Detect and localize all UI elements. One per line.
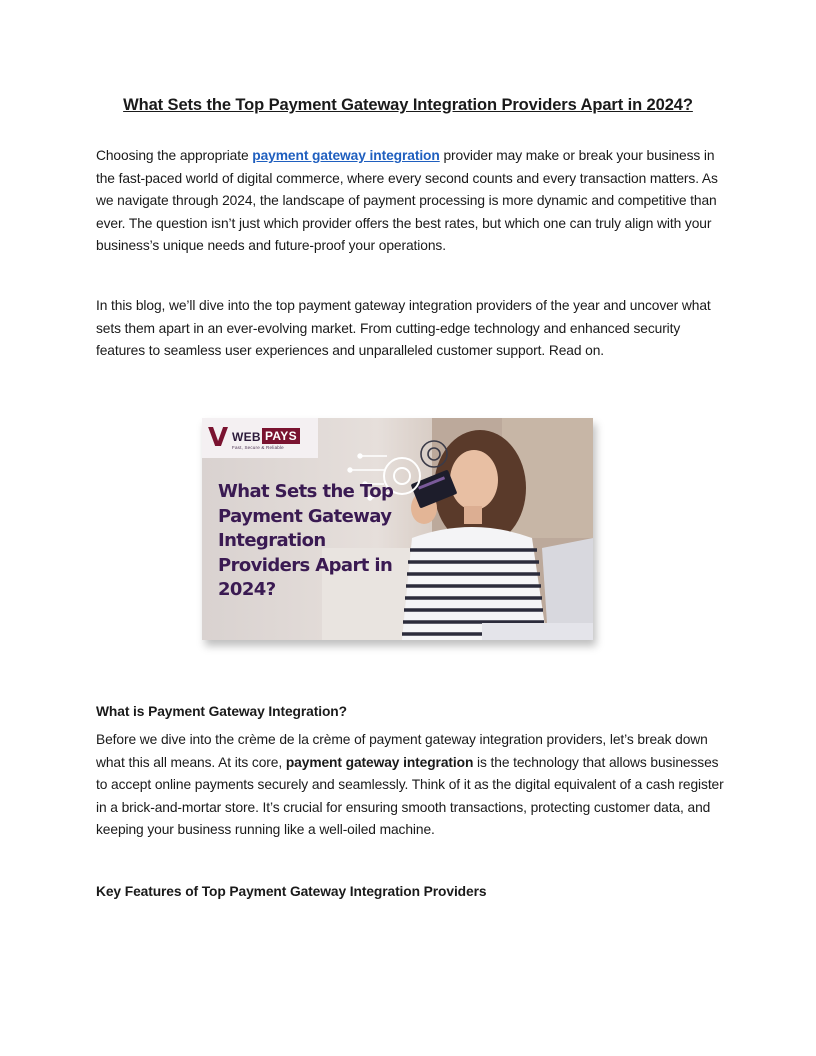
payment-gateway-integration-link[interactable]: payment gateway integration	[252, 148, 440, 163]
webpays-logo	[202, 418, 318, 458]
intro-text-before: Choosing the appropriate	[96, 148, 253, 163]
page-title: What Sets the Top Payment Gateway Integration Providers Apart in 2024?	[123, 96, 693, 114]
logo-tagline: Fast, Secure & Reliable	[232, 445, 284, 450]
logo-web-text: WEB	[232, 430, 261, 444]
logo-pays-text: PAYS	[262, 428, 300, 444]
hero-headline: What Sets the Top Payment Gateway Integration Providers Apart in 2024?	[218, 481, 394, 600]
intro-paragraph	[96, 145, 726, 258]
hero-image	[202, 418, 593, 640]
section-text-before: Before we dive into the crème de la crème of payment gateway integration providers, let’s break down what this all means. At its core,	[96, 732, 708, 770]
intro-paragraph-2: In this blog, we’ll dive into the top payment gateway integration providers of the year and uncover what sets them apart in an ever-evolving market. From cutting-edge technology and enhanced security features to seamless user experiences and unparalleled customer support. Read on.	[96, 298, 711, 359]
intro-text-after: provider may make or break your business in the fast-paced world of digital commerce, where every second counts and every transaction matters. As we navigate through 2024, the landscape of payment processing is more dynamic and competitive than ever. The question isn’t just which provider offers the best rates, but which one can truly align with your business’s unique needs and future-proof your operations.	[96, 148, 718, 254]
logo-v-mark: V	[208, 423, 229, 453]
section-bold-term: payment gateway integration	[285, 754, 474, 770]
section-text-after: is the technology that allows businesses to accept online payments securely and seamlessly. Think of it as the digital equivalent of a cash register in a brick-and-mortar store. It’s crucial for ensuring smooth transactions, protecting customer data, and keeping your business running like a well-oiled machine.	[96, 754, 724, 838]
section-paragraph-what-is	[96, 729, 726, 842]
section-heading-key-features: Key Features of Top Payment Gateway Integration Providers	[96, 884, 487, 899]
section-heading-what-is: What is Payment Gateway Integration?	[96, 704, 347, 719]
